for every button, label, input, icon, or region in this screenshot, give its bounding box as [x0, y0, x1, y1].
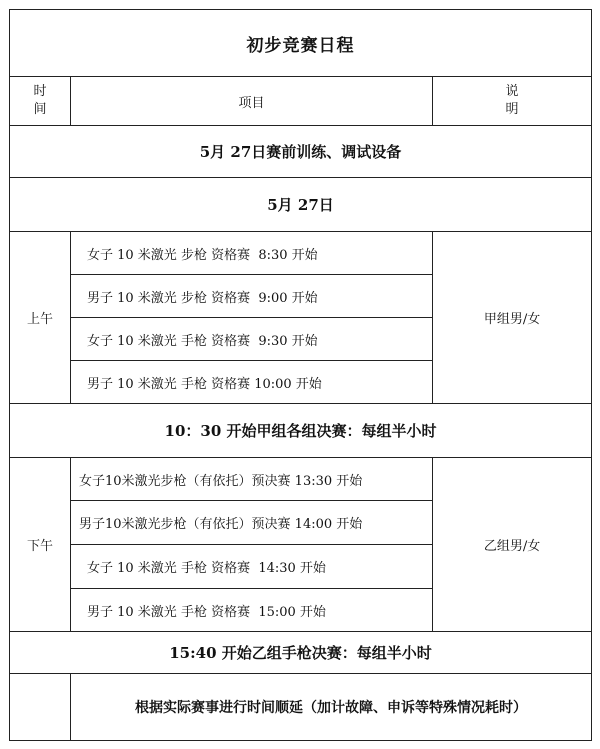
afternoon-event-3: 女子 10 米激光 手枪 资格赛 14:30 开始	[71, 545, 433, 589]
footer-empty-cell	[10, 674, 71, 741]
header-item: 项目	[71, 77, 433, 126]
date-row: 5月 27日	[10, 178, 592, 232]
morning-event-4: 男子 10 米激光 手枪 资格赛 10:00 开始	[71, 361, 433, 404]
header-time-char-1: 时	[33, 84, 47, 99]
header-note	[433, 77, 592, 126]
schedule-title: 初步竞赛日程	[10, 10, 592, 77]
header-note-char-1: 说	[505, 84, 519, 99]
morning-event-2: 男子 10 米激光 步枪 资格赛 9:00 开始	[71, 275, 433, 318]
morning-group: 甲组男/女	[433, 232, 592, 404]
training-row: 5月 27日赛前训练、调试设备	[10, 126, 592, 178]
header-time-char-2: 间	[33, 102, 47, 117]
afternoon-group: 乙组男/女	[433, 458, 592, 632]
header-note-char-2: 明	[505, 102, 519, 117]
afternoon-event-1: 女子10米激光步枪（有依托）预决赛 13:30 开始	[71, 458, 433, 501]
morning-event-1: 女子 10 米激光 步枪 资格赛 8:30 开始	[71, 232, 433, 275]
header-time	[10, 77, 71, 126]
afternoon-event-2: 男子10米激光步枪（有依托）预决赛 14:00 开始	[71, 501, 433, 545]
morning-label: 上午	[10, 232, 71, 404]
schedule-table	[9, 9, 592, 741]
final-b-row: 15:40 开始乙组手枪决赛：每组半小时	[10, 632, 592, 674]
final-a-row: 10：30 开始甲组各组决赛：每组半小时	[10, 404, 592, 458]
footer-note: 根据实际赛事进行时间顺延（加计故障、申诉等特殊情况耗时）	[71, 674, 592, 741]
afternoon-label: 下午	[10, 458, 71, 632]
afternoon-event-4: 男子 10 米激光 手枪 资格赛 15:00 开始	[71, 589, 433, 632]
morning-event-3: 女子 10 米激光 手枪 资格赛 9:30 开始	[71, 318, 433, 361]
